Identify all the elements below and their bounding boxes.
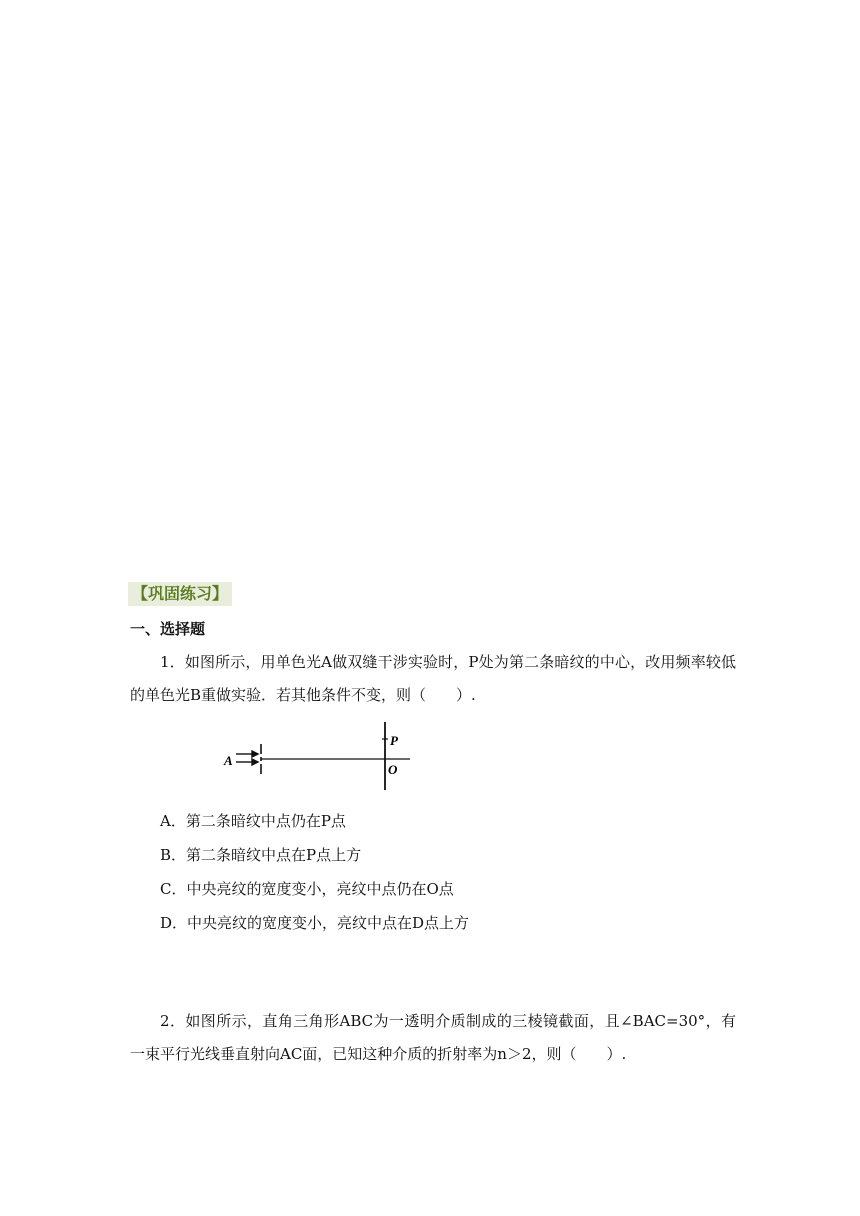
section-tag: 【巩固练习】 — [128, 582, 232, 606]
section-heading: 一、选择题 — [130, 620, 206, 638]
label-p: P — [390, 733, 398, 748]
incoming-light-arrows — [236, 751, 258, 765]
label-a: A — [224, 753, 233, 768]
option-d: D．中央亮纹的宽度变小，亮纹中点在D点上方 — [160, 914, 470, 932]
question-1-options — [160, 804, 469, 940]
label-o: O — [388, 762, 398, 777]
option-b: B．第二条暗纹中点在P点上方 — [160, 846, 362, 864]
question-1-text: 1．如图所示，用单色光A做双缝干涉实验时，P处为第二条暗纹的中心，改用频率较低的单色光B重做实验．若其他条件不变，则（ ）. — [130, 653, 736, 704]
option-a: A．第二条暗纹中点仍在P点 — [160, 812, 346, 830]
double-slit-figure — [222, 720, 422, 792]
option-c: C．中央亮纹的宽度变小，亮纹中点仍在O点 — [160, 880, 454, 898]
question-2-text: 2．如图所示，直角三角形ABC为一透明介质制成的三棱镜截面，且∠BAC=30°，有一束平行光线垂直射向AC面，已知这种介质的折射率为n＞2，则（ ）. — [130, 1012, 736, 1063]
